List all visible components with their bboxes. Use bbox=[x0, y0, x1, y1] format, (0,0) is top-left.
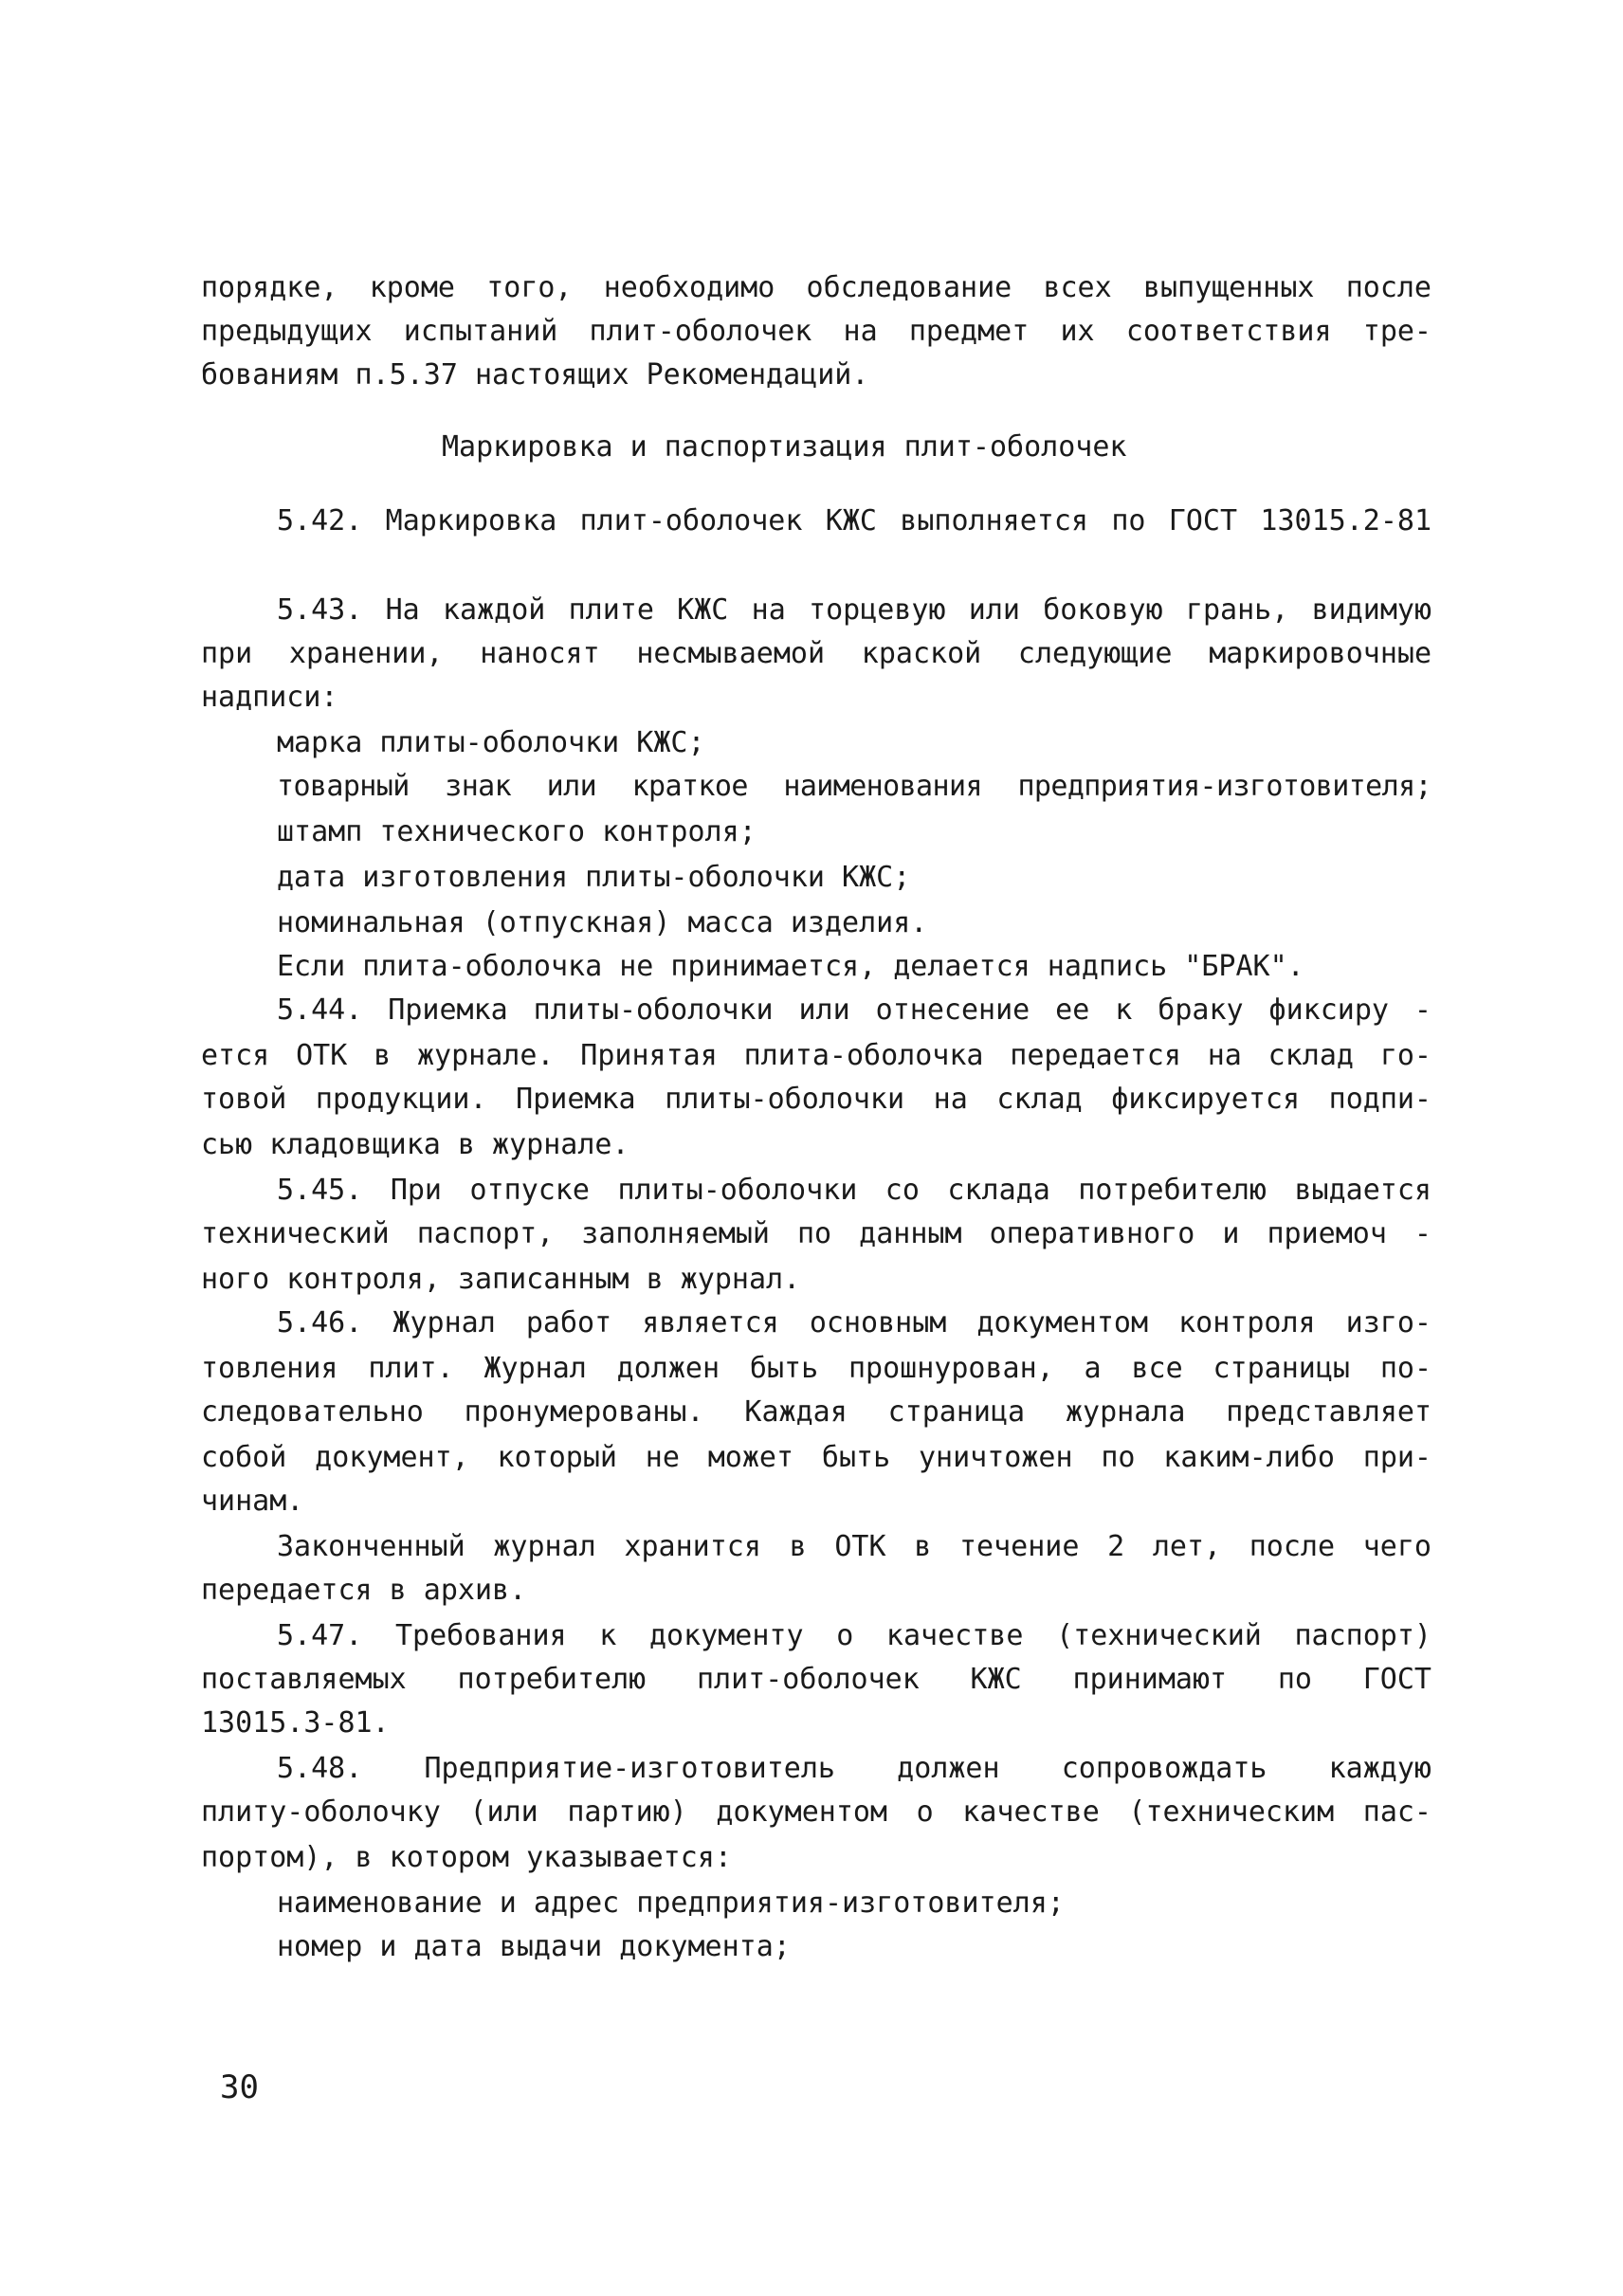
list-item: штамп технического контроля; bbox=[277, 815, 757, 848]
text-line: передается в архив. bbox=[201, 1574, 527, 1607]
text-line: товления плит. Журнал должен быть прошнурован, а все страницы по- bbox=[201, 1352, 1432, 1385]
list-item: наименование и адрес предприятия-изготовителя; bbox=[277, 1886, 1065, 1920]
text-line: поставляемых потребителю плит-оболочек КЖС принимают по ГОСТ bbox=[201, 1663, 1432, 1696]
text-line: Если плита-оболочка не принимается, делается надпись "БРАК". bbox=[277, 950, 1304, 983]
text-line: 5.48. Предприятие-изготовитель должен сопровождать каждую bbox=[277, 1752, 1432, 1785]
text-line: бованиям п.5.37 настоящих Рекомендаций. bbox=[201, 358, 869, 392]
list-item: марка плиты-оболочки КЖС; bbox=[277, 726, 705, 759]
text-line: ется ОТК в журнале. Принятая плита-оболочка передается на склад го- bbox=[201, 1039, 1432, 1072]
list-item: номер и дата выдачи документа; bbox=[277, 1930, 791, 1963]
text-line: чинам. bbox=[201, 1485, 304, 1518]
section-heading: Маркировка и паспортизация плит-оболочек bbox=[442, 430, 1127, 464]
list-item: дата изготовления плиты-оболочки КЖС; bbox=[277, 861, 911, 894]
text-line: сью кладовщика в журнале. bbox=[201, 1128, 629, 1161]
text-line: плиту-оболочку (или партию) документом о качестве (техническим пас- bbox=[201, 1795, 1432, 1829]
text-line: ного контроля, записанным в журнал. bbox=[201, 1263, 801, 1296]
text-line: 5.47. Требования к документу о качестве (технический паспорт) bbox=[277, 1619, 1432, 1652]
list-item: номинальная (отпускная) масса изделия. bbox=[277, 906, 928, 939]
text-line: при хранении, наносят несмываемой краской следующие маркировочные bbox=[201, 637, 1432, 670]
text-line: 5.44. Приемка плиты-оболочки или отнесение ее к браку фиксиру - bbox=[277, 993, 1432, 1027]
text-line: технический паспорт, заполняемый по данным оперативного и приемоч - bbox=[201, 1217, 1432, 1250]
text-line: предыдущих испытаний плит-оболочек на предмет их соответствия тре- bbox=[201, 315, 1432, 348]
text-line: Законченный журнал хранится в ОТК в течение 2 лет, после чего bbox=[277, 1530, 1432, 1563]
text-line: порядке, кроме того, необходимо обследование всех выпущенных после bbox=[201, 271, 1432, 304]
text-line: 5.42. Маркировка плит-оболочек КЖС выполняется по ГОСТ 13015.2-81 bbox=[277, 504, 1432, 538]
text-line: собой документ, который не может быть уничтожен по каким-либо при- bbox=[201, 1441, 1432, 1474]
text-line: следовательно пронумерованы. Каждая страница журнала представляет bbox=[201, 1395, 1432, 1429]
list-item: товарный знак или краткое наименования предприятия-изготовителя; bbox=[277, 770, 1432, 803]
text-line: 5.43. На каждой плите КЖС на торцевую или боковую грань, видимую bbox=[277, 593, 1432, 627]
text-line: товой продукции. Приемка плиты-оболочки на склад фиксируется подпи- bbox=[201, 1083, 1432, 1116]
text-line: 13015.3-81. bbox=[201, 1706, 390, 1740]
text-line: 5.46. Журнал работ является основным документом контроля изго- bbox=[277, 1306, 1432, 1339]
text-line: портом), в котором указывается: bbox=[201, 1841, 732, 1874]
text-line: надписи: bbox=[201, 681, 338, 714]
page-number: 30 bbox=[220, 2068, 259, 2106]
text-line: 5.45. При отпуске плиты-оболочки со склада потребителю выдается bbox=[277, 1174, 1432, 1207]
